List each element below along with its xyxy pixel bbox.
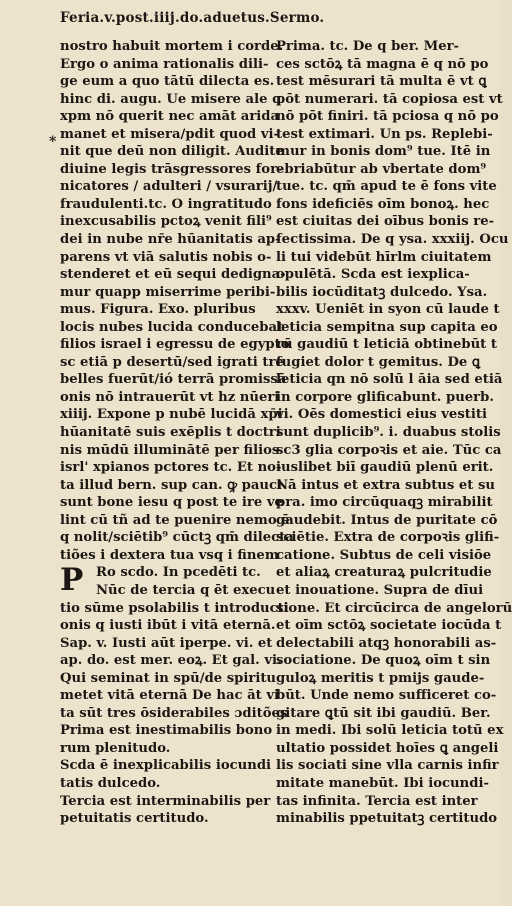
text-line: ces sctōꝝ tā magna ē q nō po	[276, 56, 489, 72]
text-line: tatis dulcedo.	[60, 775, 161, 791]
text-line: filios israel i egressu de egypto	[60, 337, 290, 353]
text-line: ap. do. est mer. eoꝝ. Et gal. vi.	[60, 653, 282, 669]
text-line: ta illud bern. sup can. ꝙ pauci	[60, 477, 283, 493]
text-line: catione. Subtus de celi visiōe	[276, 547, 492, 563]
text-line: rum plenitudo.	[60, 740, 171, 756]
text-line: fraudulenti.tc. O ingratitudo	[60, 196, 272, 212]
text-line: xxxv. Ueniēt in syon cū laude t	[276, 302, 500, 318]
text-line: Scda ē inexplicabilis iocundi	[60, 758, 272, 774]
text-line: opulētā. Scda est iexplica-	[276, 267, 470, 283]
text-line: est ciuitas dei oībus bonis re-	[276, 214, 495, 230]
text-line: būt. Unde nemo sufficeret co-	[276, 688, 497, 704]
text-line: et oīm sctōꝝ societate iocūda t	[276, 618, 502, 634]
text-line: sunt bone iesu q post te ire ve	[60, 495, 283, 511]
margin-mark: *	[49, 134, 57, 150]
text-line: vi. Oēs domestici eius vestiti	[276, 407, 487, 423]
text-line: sc3 glia corpoꝛis et aie. Tūc ca	[276, 442, 502, 458]
text-line: metet vitā eternā De hac āt vi	[60, 688, 280, 704]
text-line: inexcusabilis pctoꝝ venit fili⁹	[60, 214, 272, 230]
text-line: rū gaudiū t leticiā obtinebūt t	[276, 337, 497, 353]
text-line: Nūc de tercia q ēt execu	[96, 582, 276, 598]
text-line: li tui videbūt hīrlm ciuitatem	[276, 249, 492, 265]
text-line: nit que deū non diligit. Audite	[60, 144, 284, 160]
text-line: test mēsurari tā multa ē vt ꝗ	[276, 74, 487, 90]
text-line: leticia sempitna sup capita eo	[276, 319, 498, 335]
text-line: in corpore glificabunt. puerb.	[276, 389, 494, 405]
text-line: lis sociati sine vlla carnis infir	[276, 758, 499, 774]
text-line: hūanitatē suis exēplis t doctri	[60, 425, 281, 441]
text-line: minabilis ppetuitatꝫ certitudo	[276, 811, 498, 827]
text-line: iuslibet biī gaudiū plenū erit.	[276, 460, 494, 476]
text-line: q nolit/sciētib⁹ cūctꝫ qm̄ dilecta	[60, 530, 294, 546]
text-line: sunt duplicib⁹. i. duabus stolis	[276, 425, 501, 441]
text-line: locis nubes lucida conducebat	[60, 319, 284, 335]
text-line: xiiij. Expone p nubē lucidā xp̄i	[60, 407, 283, 423]
text-line: mitate manebūt. Ibi iocundi-	[276, 775, 489, 791]
text-line: Ro scdo. In pcedēti tc.	[96, 565, 261, 581]
text-line: delectabili atqꝫ honorabili as-	[276, 635, 497, 651]
text-line: Sap. v. Iusti aūt iperpe. vi. et	[60, 635, 273, 651]
text-line: mur quapp miserrime peribi-	[60, 284, 276, 300]
text-line: manet et misera/pdit quod vi-	[60, 126, 280, 142]
text-line: fectissima. De q ysa. xxxiij. Ocu	[276, 232, 509, 248]
text-line: gaudebit. Intus de puritate cō	[276, 512, 498, 528]
text-line: lint cū tñ ad te puenire nemo ē	[60, 512, 290, 528]
text-line: ge eum a quo tātū dilecta es.	[60, 74, 275, 90]
text-line: in medi. Ibi solū leticia totū ex	[276, 723, 504, 739]
text-line: dei in nube nr̄e hūanitatis ap-	[60, 232, 281, 248]
text-line: stenderet et eū sequi dedigna-	[60, 267, 286, 283]
text-line: hinc di. augu. Ue misere ale q	[60, 91, 282, 107]
text-line: et inouatione. Supra de dīui	[276, 582, 484, 598]
text-line: tue. tc. qm̄ apud te ē fons vite	[276, 179, 497, 195]
text-line: sciētie. Extra de corpoꝛis glifi-	[276, 530, 500, 546]
text-line: ultatio possidet hoīes ꝗ angeli	[276, 740, 499, 756]
text-line: ta sūt tres ōsiderabiles ɔditões	[60, 705, 288, 721]
text-line: mus. Figura. Exo. pluribus	[60, 302, 256, 318]
text-line: test extimari. Un ps. Replebi-	[276, 126, 493, 142]
text-line: onis q iusti ibūt i vitā eternā.	[60, 618, 276, 634]
text-line: gitare ꝗtū sit ibi gaudiū. Ber.	[276, 705, 491, 721]
text-line: nō pōt finiri. tā pciosa q nō po	[276, 109, 499, 125]
text-line: parens vt viā salutis nobis o-	[60, 249, 272, 265]
text-line: petuitatis certitudo.	[60, 811, 209, 827]
text-line: belles fuerūt/ió terrā promissā	[60, 372, 287, 388]
left-column	[60, 38, 294, 828]
text-line: bilis iocūditatꝫ dulcedo. Ysa.	[276, 284, 488, 300]
text-line: leticia qn nō solū l āia sed etiā	[276, 372, 503, 388]
text-line: Ergo o anima rationalis dili-	[60, 56, 269, 72]
text-line: sione. Et circūcirca de angelorū	[276, 600, 512, 616]
text-line: pōt numerari. tā copiosa est vt	[276, 91, 503, 107]
text-line: tiões i dextera tua vsq i finem	[60, 547, 279, 563]
text-line: tas infinita. Tercia est inter	[276, 793, 478, 809]
text-line: sociatione. De quoꝝ oīm t sin	[276, 653, 491, 669]
text-line: onis nō intrauerūt vt hz nūeri	[60, 389, 280, 405]
right-column	[276, 38, 512, 828]
text-line: mur in bonis dom⁹ tue. Itē in	[276, 144, 491, 160]
text-line: et aliaꝝ creaturaꝝ pulcritudie	[276, 565, 492, 581]
text-line: Nā intus et extra subtus et su	[276, 477, 495, 493]
text-line: nis mūdū illuminātē per filios	[60, 442, 280, 458]
text-line: Tercia est interminabilis per	[60, 793, 271, 809]
text-line: tio sūme psolabilis t introducti	[60, 600, 289, 616]
text-line: sc etiā p desertū/sed igrati tre	[60, 354, 284, 370]
text-line: fons ideficiēs oīm bonoꝝ. hec	[276, 196, 490, 212]
text-line: isrl' xpianos pctores tc. Et no-	[60, 460, 282, 476]
text-line: xpm nō querit nec amāt arida	[60, 109, 280, 125]
text-line: guloꝝ meritis t pmijs gaude-	[276, 670, 485, 686]
text-line: fugiet dolor t gemitus. De ꝗ	[276, 354, 481, 370]
text-line: Prima est inestimabilis bono	[60, 723, 273, 739]
text-line: nostro habuit mortem i corde.	[60, 39, 284, 54]
running-header: Feria.v.post.iiij.do.aduetus.Sermo.	[60, 10, 325, 26]
text-line: Qui seminat in spū/de spiritu	[60, 670, 277, 686]
dropcap-letter: P	[60, 562, 84, 599]
text-line: ebriabūtur ab vbertate dom⁹	[276, 161, 487, 177]
text-line: diuine legis trāsgressores for-	[60, 161, 283, 177]
text-line: Prima. tc. De q ber. Mer-	[276, 39, 460, 54]
text-line: nicatores / adulteri / vsurarij/	[60, 179, 278, 195]
text-line: pra. imo circūquaqꝫ mirabilit	[276, 495, 493, 511]
